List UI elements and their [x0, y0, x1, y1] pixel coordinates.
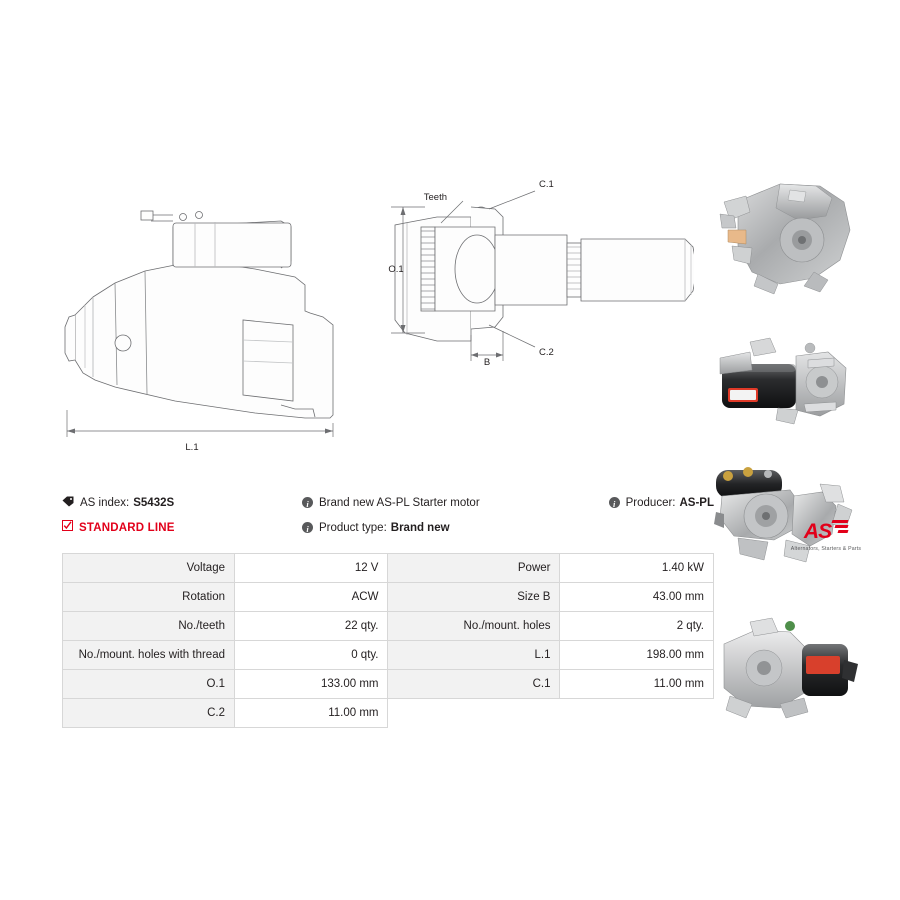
specifications-table: [62, 553, 714, 728]
spec-key: C.2: [63, 699, 235, 728]
standard-line-label: STANDARD LINE: [79, 522, 175, 534]
producer-value: AS-PL: [679, 497, 714, 509]
dim-label-l1: L.1: [185, 442, 199, 453]
standard-line-badge: [62, 520, 302, 536]
side-view-drawing: [65, 211, 333, 437]
table-row: [63, 670, 714, 699]
spec-value: ACW: [235, 583, 388, 612]
starter-photo-side[interactable]: [694, 312, 874, 450]
table-row: [63, 583, 714, 612]
as-index-value: S5432S: [133, 497, 175, 509]
product-type-line: [302, 520, 602, 536]
starter-photo-angle[interactable]: [694, 600, 874, 738]
spec-key: L.1: [388, 641, 560, 670]
spec-key: Power: [388, 554, 560, 583]
spec-value: 43.00 mm: [560, 583, 714, 612]
table-row: [63, 612, 714, 641]
spec-key: C.1: [388, 670, 560, 699]
info-col-producer: [602, 495, 714, 545]
producer-line: [602, 495, 714, 511]
spec-value: 12 V: [235, 554, 388, 583]
dim-label-b: B: [483, 357, 491, 368]
spec-empty-cell: [560, 699, 714, 728]
as-pl-logo-text: AS: [803, 520, 832, 543]
spec-key: O.1: [63, 670, 235, 699]
product-type-label: Product type:: [319, 522, 387, 534]
product-description: Brand new AS-PL Starter motor: [319, 497, 480, 509]
product-type-value: Brand new: [390, 522, 450, 534]
table-row: [63, 699, 714, 728]
spec-key: Rotation: [63, 583, 235, 612]
spec-value: 2 qty.: [560, 612, 714, 641]
dim-label-o1: O.1: [388, 264, 404, 275]
label-c2: C.2: [539, 347, 554, 358]
spec-key: Size B: [388, 583, 560, 612]
as-index-label: AS index:: [80, 497, 130, 509]
drawing-svg: [55, 165, 715, 470]
label-teeth: Teeth: [423, 192, 447, 203]
spec-value: 0 qty.: [235, 641, 388, 670]
as-pl-logo-mark: [804, 520, 848, 544]
spec-value: 1.40 kW: [560, 554, 714, 583]
info-col-index: [62, 495, 302, 545]
info-icon: i: [609, 497, 620, 508]
checkbox-icon: [62, 520, 73, 536]
spec-value: 11.00 mm: [560, 670, 714, 699]
starter-photo-top[interactable]: [694, 168, 874, 306]
spec-value: 198.00 mm: [560, 641, 714, 670]
table-row: [63, 641, 714, 670]
spec-value: 22 qty.: [235, 612, 388, 641]
info-icon: i: [302, 497, 313, 508]
spec-key: No./teeth: [63, 612, 235, 641]
table-row: [63, 554, 714, 583]
tag-icon: [62, 496, 74, 507]
spec-key: Voltage: [63, 554, 235, 583]
label-c1: C.1: [539, 179, 554, 190]
info-icon: i: [302, 522, 313, 533]
technical-drawings: [55, 165, 715, 470]
description-line: [302, 495, 602, 511]
as-pl-logo-bars: [832, 520, 848, 535]
info-col-description: [302, 495, 602, 545]
producer-label: Producer:: [625, 497, 676, 509]
as-pl-logo-tagline: Alternators, Starters & Parts: [790, 546, 862, 552]
spec-key: No./mount. holes: [388, 612, 560, 641]
top-view-drawing: [391, 191, 708, 361]
spec-key: No./mount. holes with thread: [63, 641, 235, 670]
as-pl-logo: [778, 520, 874, 552]
as-index-line: [62, 495, 302, 511]
spec-value: 11.00 mm: [235, 699, 388, 728]
product-photo-strip: [694, 168, 874, 738]
spec-empty-cell: [388, 699, 560, 728]
spec-value: 133.00 mm: [235, 670, 388, 699]
product-info-row: [62, 495, 714, 545]
